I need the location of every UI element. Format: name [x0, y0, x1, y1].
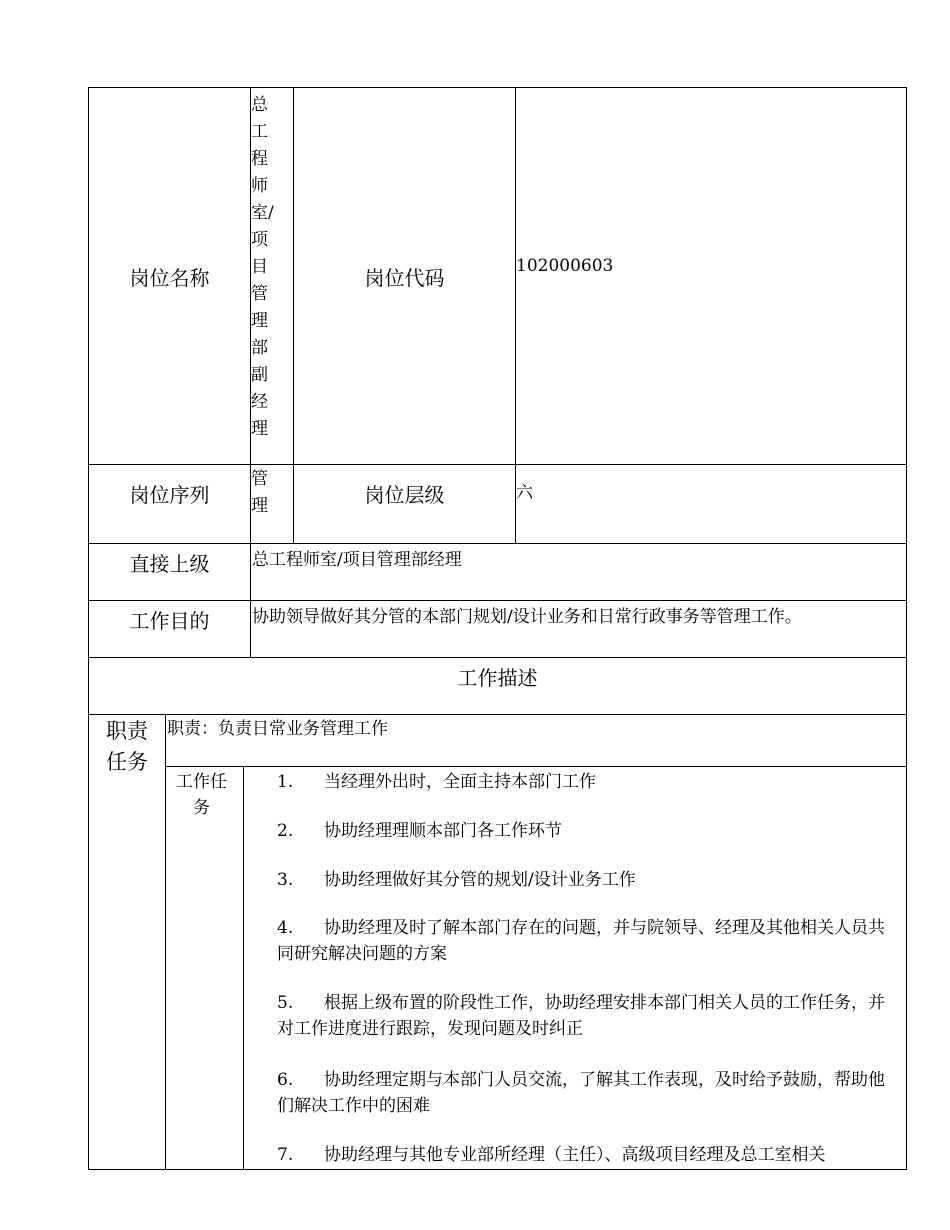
- border-bottom: [88, 1169, 907, 1170]
- list-item: [277, 769, 887, 795]
- task-number: 2.: [277, 821, 294, 841]
- task-number: 4.: [277, 918, 294, 938]
- border-row5: [88, 714, 907, 715]
- task-number: 1.: [277, 772, 294, 792]
- superior-label: 直接上级: [129, 551, 210, 576]
- purpose-label: 工作目的: [129, 608, 210, 633]
- list-item: [277, 1142, 887, 1168]
- superior-value: 总工程师室/项目管理部经理: [252, 550, 462, 570]
- list-item: [277, 915, 887, 967]
- task-text: 协助经理定期与本部门人员交流，了解其工作表现，及时给予鼓励，帮助他们解决工作中的困难: [277, 1070, 885, 1116]
- task-text: 协助经理做好其分管的规划/设计业务工作: [324, 870, 636, 890]
- task-text: 根据上级布置的阶段性工作，协助经理安排本部门相关人员的工作任务，并对工作进度进行跟踪，发现问题及时纠正: [277, 993, 885, 1039]
- level-label: 岗位层级: [364, 483, 445, 507]
- task-number: 6.: [277, 1070, 294, 1090]
- task-text: 协助经理及时了解本部门存在的问题，并与院领导、经理及其他相关人员共同研究解决问题的方案: [277, 918, 885, 964]
- duty-title: 职责：负责日常业务管理工作: [167, 719, 388, 739]
- post-code-label: 岗位代码: [364, 265, 445, 290]
- task-number: 7.: [277, 1145, 294, 1165]
- post-name-value: 总工程师室/项目管理部副经理: [251, 95, 274, 439]
- list-item: [277, 818, 887, 844]
- level-value: 六: [516, 483, 533, 503]
- task-text: 协助经理与其他专业部所经理（主任）、高级项目经理及总工室相关: [324, 1145, 826, 1165]
- border-right: [906, 87, 907, 1170]
- border-duty-label: [165, 714, 166, 1170]
- list-item: [277, 990, 887, 1042]
- task-number: 3.: [277, 870, 294, 890]
- border-duty-task: [165, 766, 907, 767]
- sequence-value: 管理: [251, 469, 268, 516]
- purpose-value: 协助领导做好其分管的本部门规划/设计业务和日常行政事务等管理工作。: [252, 607, 802, 627]
- task-text: 当经理外出时，全面主持本部门工作: [324, 772, 596, 792]
- list-item: [277, 1067, 887, 1119]
- list-item: [277, 867, 887, 893]
- border-col3: [515, 87, 516, 543]
- description-heading: 工作描述: [457, 665, 538, 690]
- post-code-value: 102000603: [516, 256, 614, 276]
- duty-label: 职责任务: [106, 719, 148, 774]
- task-text: 协助经理理顺本部门各工作环节: [324, 821, 562, 841]
- task-label: 工作任务: [176, 772, 227, 818]
- post-name-label: 岗位名称: [129, 265, 210, 290]
- border-task-label: [243, 766, 244, 1170]
- sequence-label: 岗位序列: [129, 483, 210, 507]
- task-number: 5.: [277, 993, 294, 1013]
